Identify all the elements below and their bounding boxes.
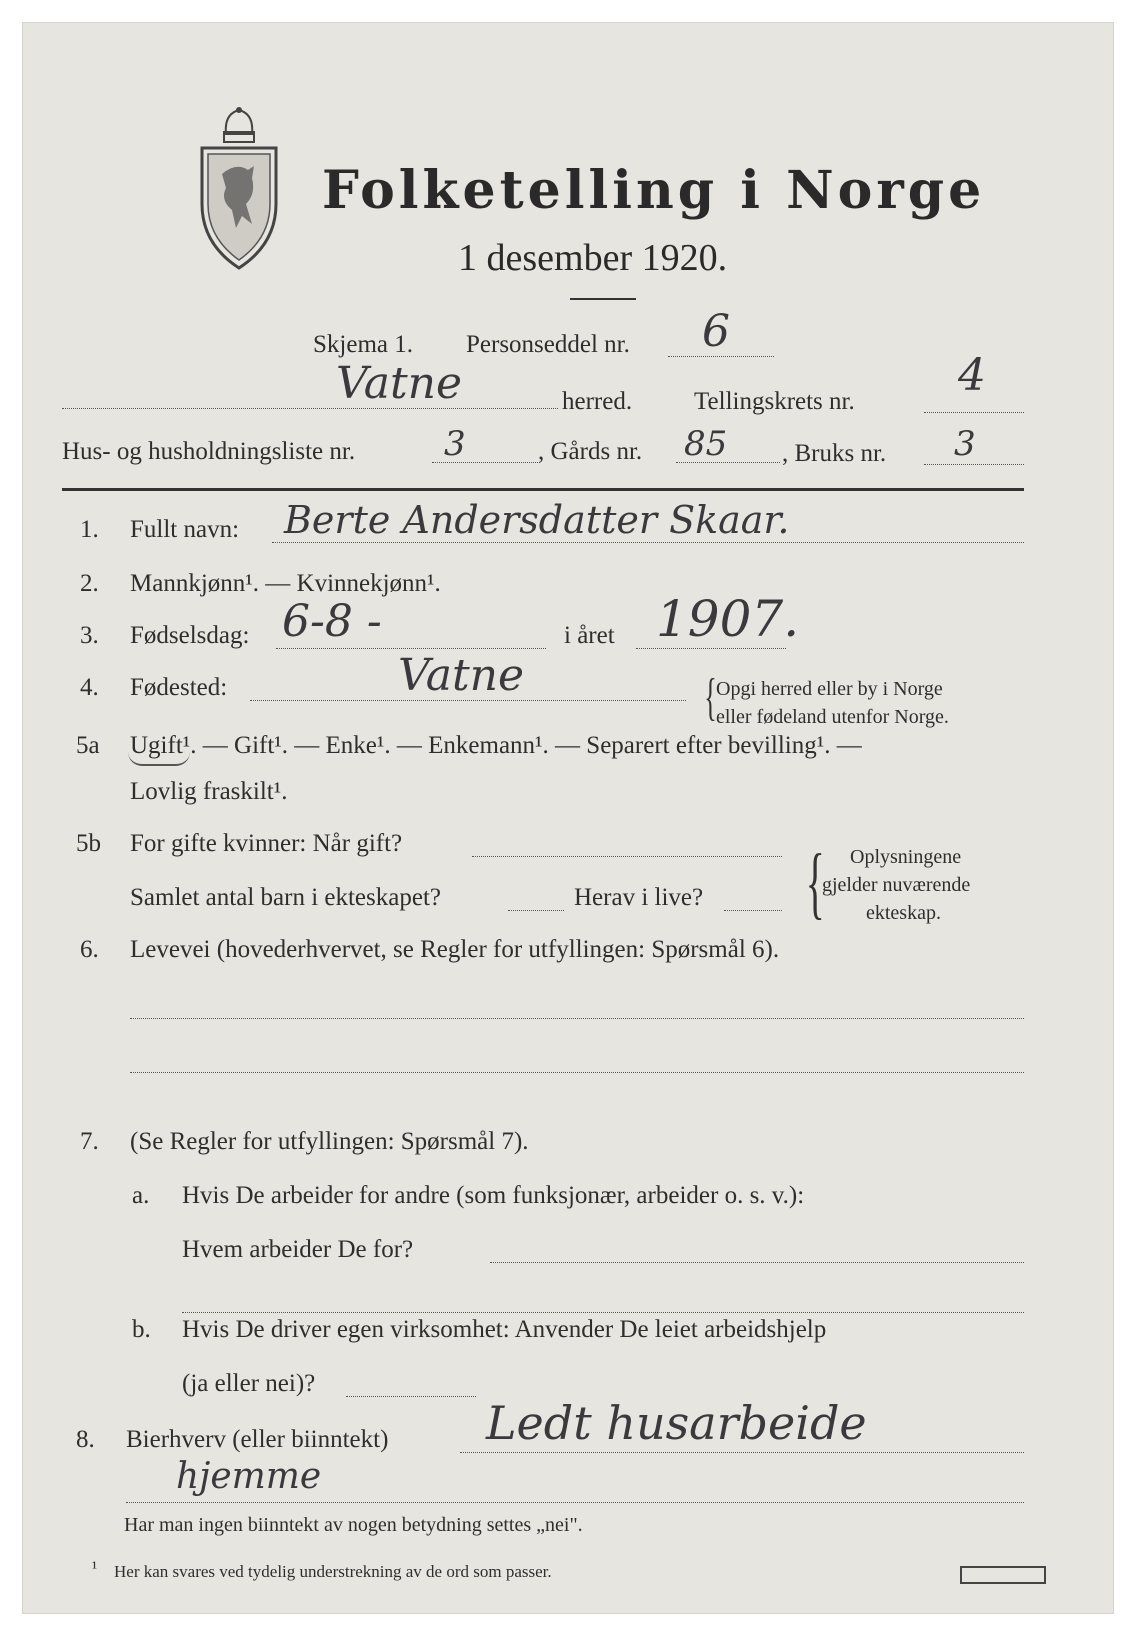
q5b-note-line2: gjelder nuværende [822,874,971,896]
q5b-children-field[interactable] [508,910,564,911]
q4-note-brace: { [704,669,717,726]
q5b-note-line3: ekteskap. [866,902,941,924]
q3-value[interactable]: 6-8 - [282,596,382,647]
personseddel-label: Personseddel nr. [466,331,630,358]
q7b-letter: b. [132,1316,151,1343]
gards-label: , Gårds nr. [538,438,643,465]
q4-number: 4. [80,674,99,701]
q7a-employer-label: Hvem arbeider De for? [182,1236,414,1263]
ugift-underline-mark [128,752,190,766]
footnote-text: Her kan svares ved tydelig understrekning av de ord som passer. [114,1562,552,1581]
q1-value[interactable]: Berte Andersdatter Skaar. [284,498,790,542]
q1-field[interactable] [272,542,1024,543]
q7a-label: Hvis De arbeider for andre (som funksjonær, arbeider o. s. v.): [182,1182,805,1209]
q7a-employer-field-line2[interactable] [182,1312,1024,1313]
q5b-note-line1: Oplysningene [850,846,962,868]
q4-field[interactable] [250,700,686,701]
q7a-letter: a. [132,1182,150,1209]
q7a-employer-field[interactable] [490,1262,1024,1263]
herred-field[interactable] [62,408,558,409]
personseddel-field[interactable] [668,356,774,357]
gards-value[interactable]: 85 [684,424,728,464]
title-divider [570,298,636,300]
q7b-answer-label: (ja eller nei)? [182,1370,316,1397]
herred-label: herred. [562,388,633,415]
hus-field[interactable] [432,462,538,463]
q8-note: Har man ingen biinntekt av nogen betydning settes „nei". [124,1514,583,1536]
q2-label[interactable]: Mannkjønn¹. — Kvinnekjønn¹. [130,570,441,597]
q5b-children-label: Samlet antal barn i ekteskapet? [130,884,441,911]
q3-field[interactable] [276,648,546,649]
q5b-note-brace: { [805,839,825,927]
tellingskrets-value[interactable]: 4 [958,350,986,401]
q1-label: Fullt navn: [130,516,240,543]
q3-year-value[interactable]: 1907. [656,590,800,648]
q3-year-label: i året [564,622,615,649]
q4-value[interactable]: Vatne [398,650,525,701]
hus-label: Hus- og husholdningsliste nr. [62,438,356,465]
q8-field-line2[interactable] [126,1502,1024,1503]
q6-number: 6. [80,936,99,963]
tellingskrets-label: Tellingskrets nr. [694,388,855,415]
q4-note-line1: Opgi herred eller by i Norge [716,678,943,700]
census-date: 1 desember 1920. [458,237,728,279]
form-title: Folketelling i Norge [322,160,986,221]
q5a-label-cont[interactable]: Lovlig fraskilt¹. [130,778,288,805]
q5a-number: 5a [76,732,100,759]
q3-number: 3. [80,622,99,649]
q5a-label[interactable]: Ugift¹. — Gift¹. — Enke¹. — Enkemann¹. — Separert efter bevilling¹. — [130,732,862,759]
printer-stamp-icon [960,1566,1046,1584]
q7-label: (Se Regler for utfyllingen: Spørsmål 7). [130,1128,529,1155]
bruks-label: , Bruks nr. [782,440,887,467]
footnote-mark: ¹ [92,1558,98,1577]
q1-number: 1. [80,516,99,543]
q5b-when-field[interactable] [472,856,782,857]
norway-coat-of-arms-icon [196,104,282,278]
header-divider [62,488,1024,491]
q5b-alive-label: Herav i live? [574,884,704,911]
herred-value[interactable]: Vatne [336,358,463,409]
tellingskrets-field[interactable] [924,412,1024,413]
q8-label: Bierhverv (eller biinntekt) [126,1426,389,1453]
personseddel-value[interactable]: 6 [702,306,730,357]
q2-number: 2. [80,570,99,597]
q7b-label: Hvis De driver egen virksomhet: Anvender De leiet arbeidshjelp [182,1316,827,1343]
q8-value-cont[interactable]: hjemme [176,1456,322,1497]
bruks-value[interactable]: 3 [954,424,976,464]
hus-value[interactable]: 3 [444,424,466,464]
q4-label: Fødested: [130,674,228,701]
q5b-label: For gifte kvinner: Når gift? [130,830,403,857]
q6-label: Levevei (hovederhvervet, se Regler for utfyllingen: Spørsmål 6). [130,936,780,963]
q8-number: 8. [76,1426,95,1453]
q5b-alive-field[interactable] [724,910,782,911]
q7-number: 7. [80,1128,99,1155]
q8-field[interactable] [460,1452,1024,1453]
q8-value[interactable]: Ledt husarbeide [486,1396,867,1450]
q7b-answer-field[interactable] [346,1396,476,1397]
gards-field[interactable] [676,462,780,463]
bruks-field[interactable] [924,464,1024,465]
q6-field-line1[interactable] [130,1018,1024,1019]
q4-note-line2: eller fødeland utenfor Norge. [716,706,949,728]
q3-label: Fødselsdag: [130,622,250,649]
q5b-number: 5b [76,830,101,857]
q6-field-line2[interactable] [130,1072,1024,1073]
skjema-label: Skjema 1. [313,331,413,358]
q3-year-field[interactable] [636,648,786,649]
